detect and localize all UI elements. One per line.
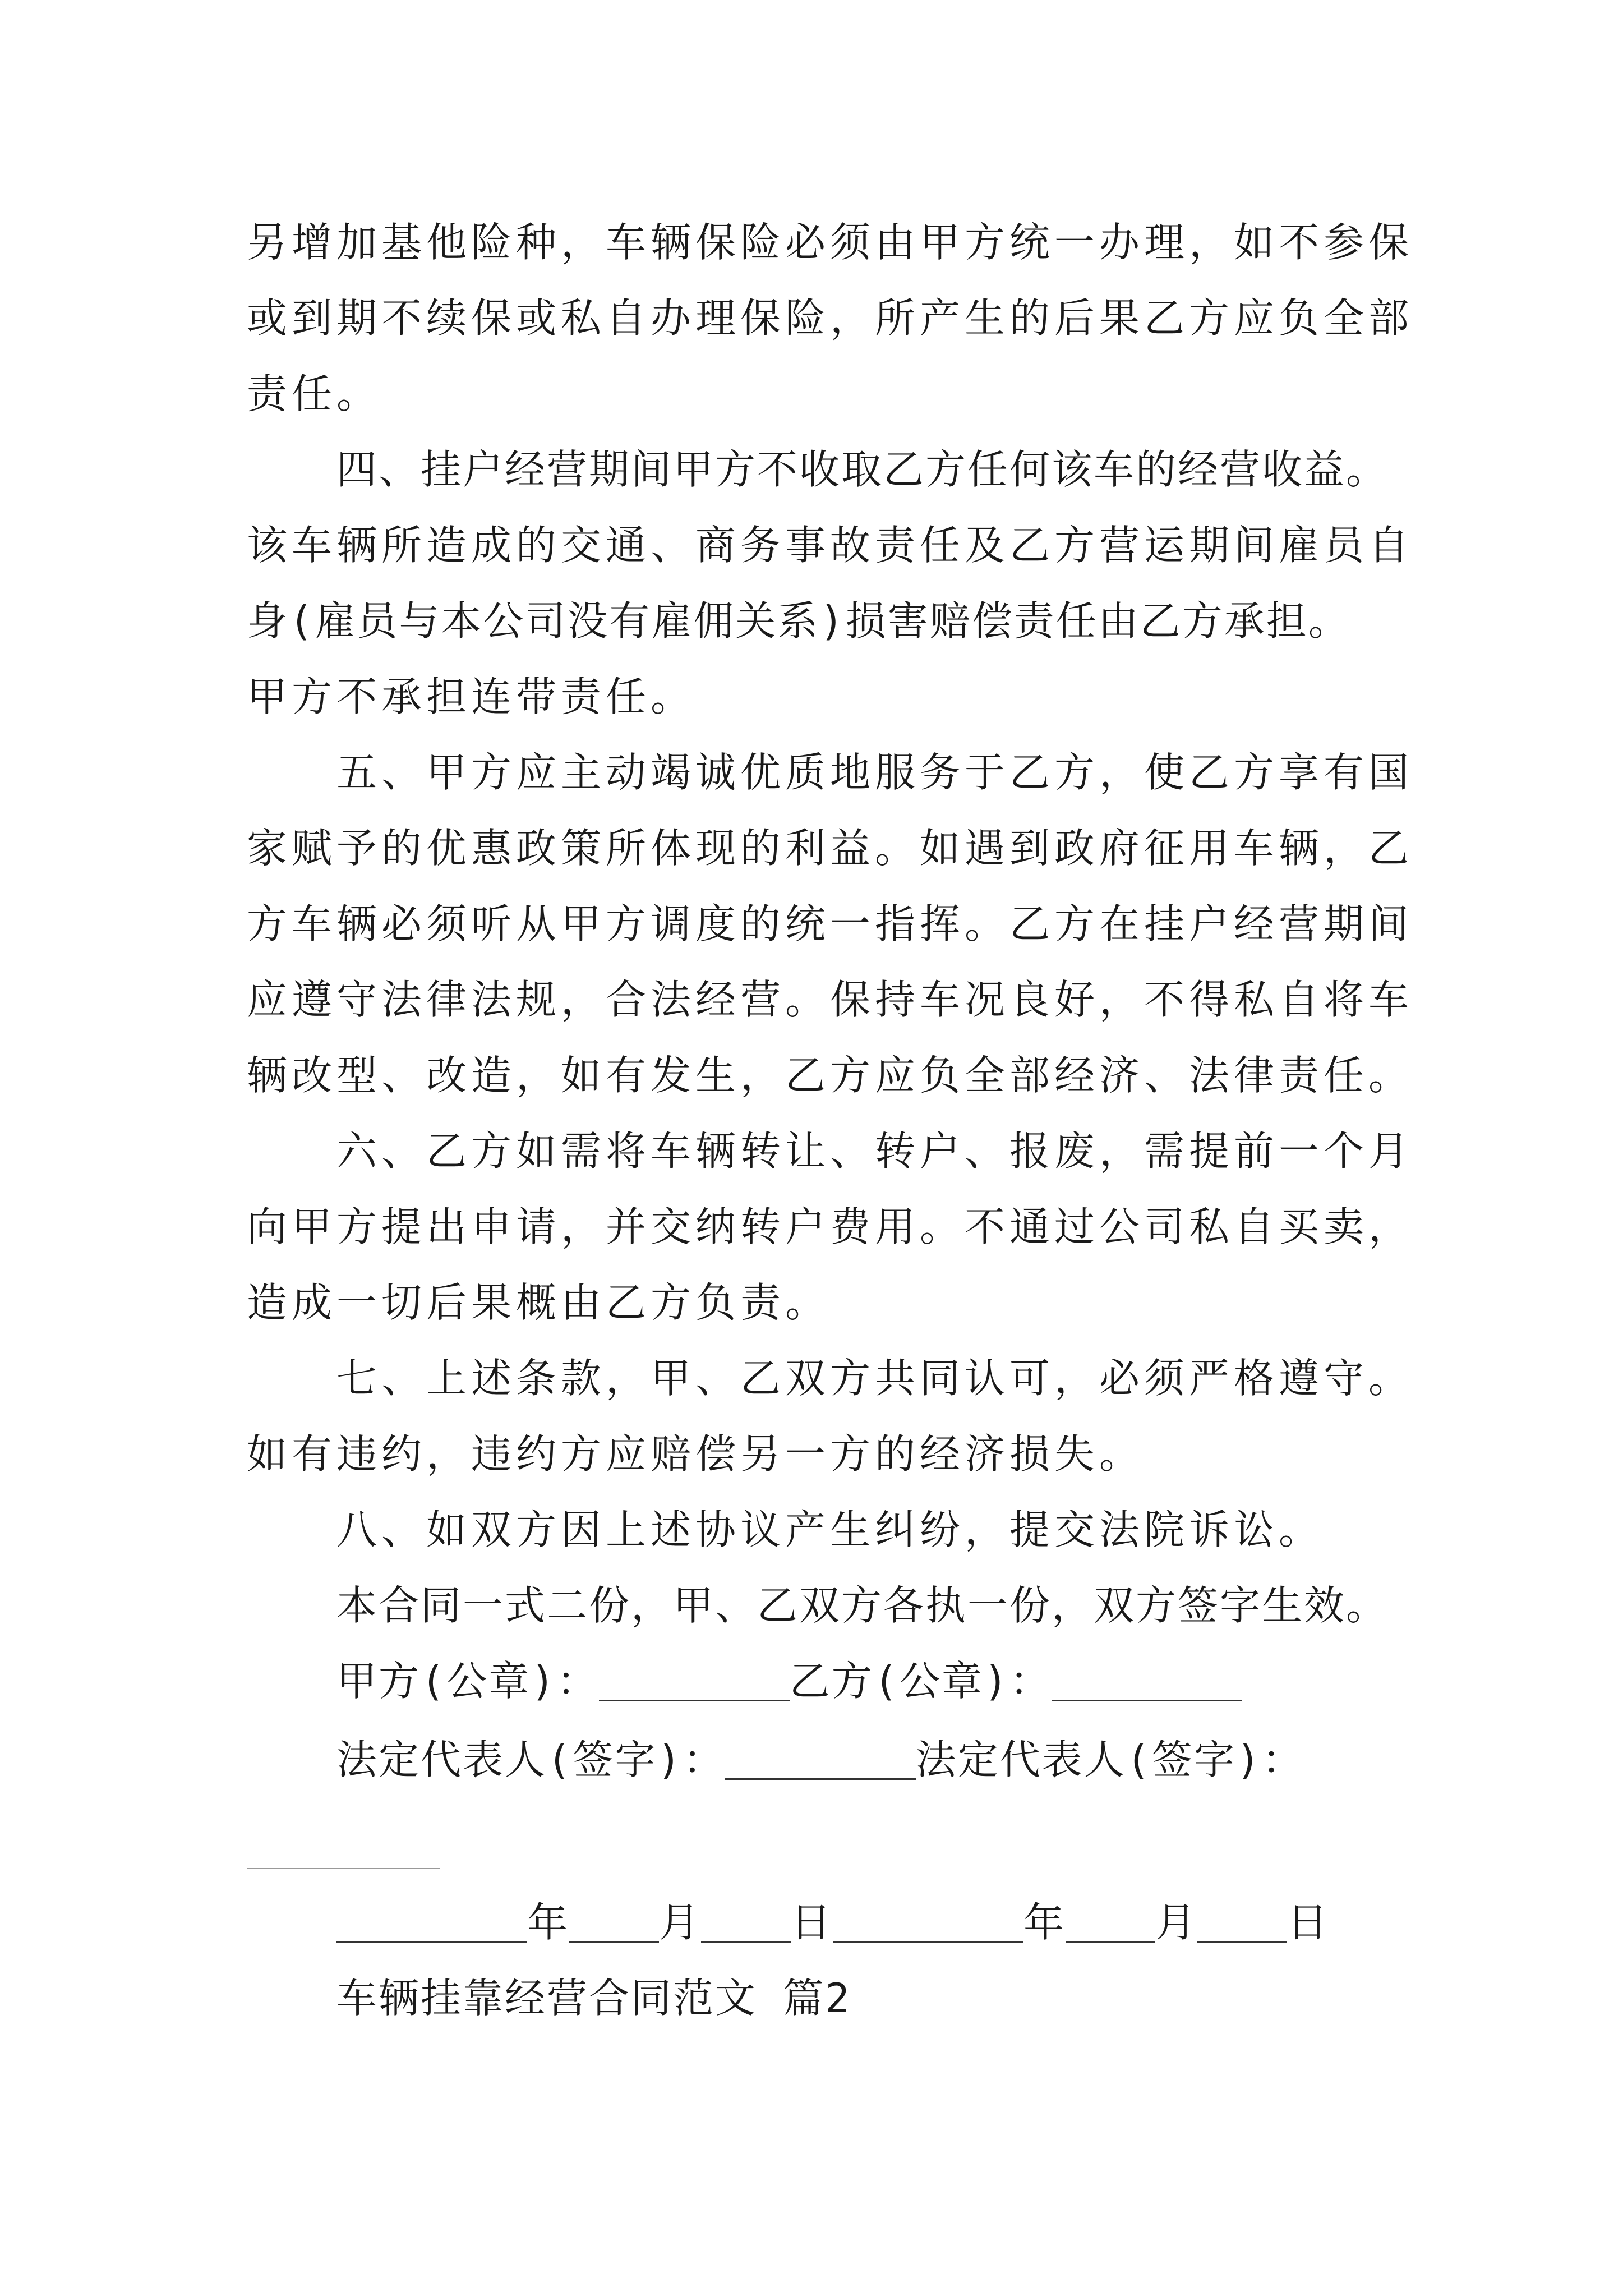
month-label: 月 — [659, 1899, 702, 1946]
text-line: 或到期不续保或私自办理保险，所产生的后果乙方应负全部 — [247, 295, 1414, 342]
text-line: 辆改型、改造，如有发生，乙方应负全部经济、法律责任。 — [247, 1052, 1414, 1099]
month-blank — [1066, 1905, 1155, 1943]
day-blank — [701, 1905, 791, 1943]
year-blank — [336, 1905, 527, 1943]
month-blank — [569, 1905, 659, 1943]
clause-6-line: 六、乙方如需将车辆转让、转户、报废，需提前一个月 — [336, 1128, 1414, 1175]
representative-line — [336, 1736, 1304, 1783]
clause-4-line: 四、挂户经营期间甲方不收取乙方任何该车的经营收益。 — [336, 446, 1389, 493]
year-label: 年 — [527, 1899, 570, 1946]
clause-8-line: 八、如双方因上述协议产生纠纷，提交法院诉讼。 — [336, 1506, 1324, 1553]
party-b-seal-blank — [1052, 1664, 1242, 1701]
text-line: 甲方不承担连带责任。 — [247, 673, 696, 720]
text-line: 责任。 — [247, 370, 382, 417]
party-a-seal-label: 甲方(公章)： — [336, 1658, 599, 1705]
day-blank — [1197, 1905, 1287, 1943]
text-line: 向甲方提出申请，并交纳转户费用。不通过公司私自买卖， — [247, 1203, 1414, 1250]
rep-a-label: 法定代表人(签字)： — [336, 1736, 725, 1783]
clause-7-line: 七、上述条款，甲、乙双方共同认可，必须严格遵守。 — [336, 1355, 1414, 1402]
party-b-seal-label: 乙方(公章)： — [789, 1658, 1052, 1705]
year-blank — [833, 1905, 1023, 1943]
party-a-seal-blank — [599, 1664, 790, 1701]
rep-b-blank — [247, 1868, 440, 1869]
text-line: 如有违约，违约方应赔偿另一方的经济损失。 — [247, 1430, 1145, 1478]
month-label: 月 — [1155, 1899, 1198, 1946]
year-label: 年 — [1023, 1899, 1066, 1946]
counterparts-line: 本合同一式二份，甲、乙双方各执一份，双方签字生效。 — [336, 1582, 1389, 1629]
date-line — [336, 1899, 1330, 1946]
rep-a-blank — [725, 1742, 916, 1780]
day-label: 日 — [1287, 1899, 1330, 1946]
day-label: 日 — [791, 1899, 833, 1946]
text-line: 家赋予的优惠政策所体现的利益。如遇到政府征用车辆，乙 — [247, 825, 1414, 872]
text-line: 造成一切后果概由乙方负责。 — [247, 1279, 831, 1326]
next-article-heading: 车辆挂靠经营合同范文 篇2 — [336, 1975, 851, 2022]
text-line: 另增加基他险种，车辆保险必须由甲方统一办理，如不参保 — [247, 219, 1414, 266]
rep-b-label: 法定代表人(签字)： — [915, 1736, 1304, 1783]
text-line: 应遵守法律法规，合法经营。保持车况良好，不得私自将车 — [247, 976, 1414, 1023]
clause-5-line: 五、甲方应主动竭诚优质地服务于乙方，使乙方享有国 — [336, 749, 1414, 796]
seal-line — [336, 1658, 1242, 1705]
text-line: 该车辆所造成的交通、商务事故责任及乙方营运期间雇员自 — [247, 522, 1414, 569]
text-line: 方车辆必须听从甲方调度的统一指挥。乙方在挂户经营期间 — [247, 900, 1414, 947]
text-line: 身(雇员与本公司没有雇佣关系)损害赔偿责任由乙方承担。 — [247, 597, 1350, 645]
